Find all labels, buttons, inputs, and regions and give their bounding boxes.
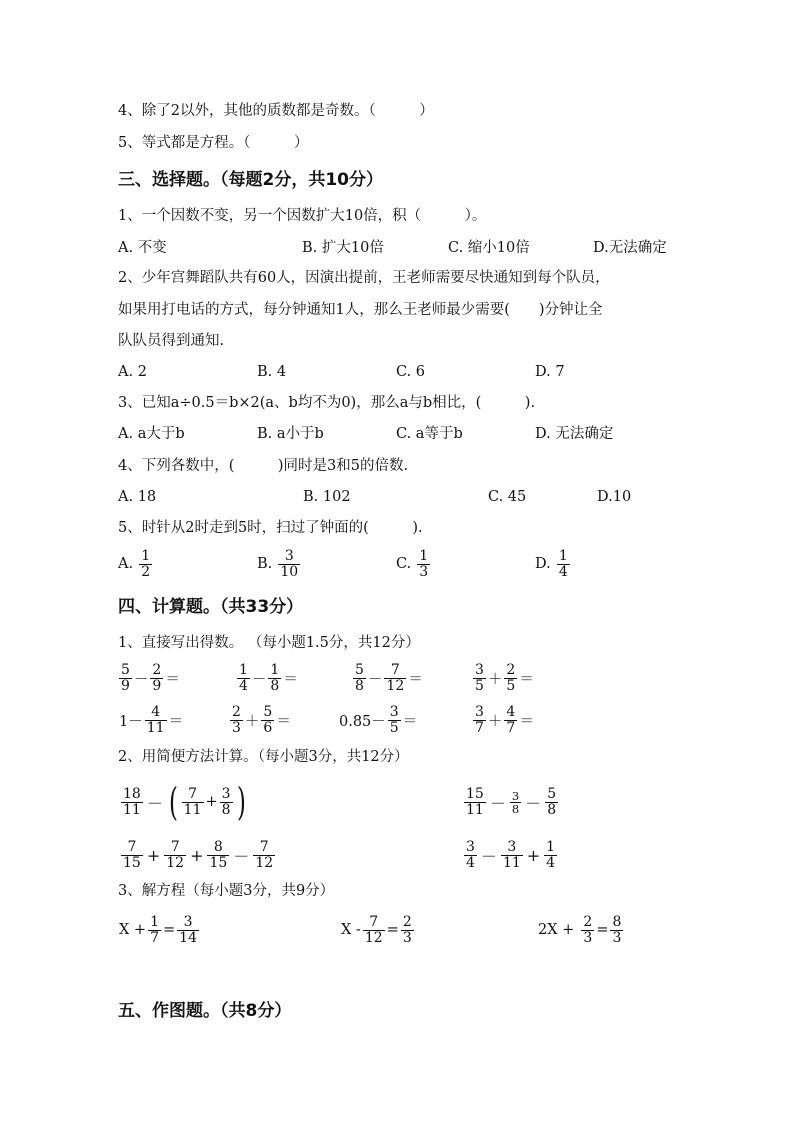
choice-q5-option-b	[257, 542, 301, 586]
fraction: $\frac{2}{3}$	[232, 703, 241, 736]
equation-3: 2X + $\frac{2}{3}$ = $\frac{8}{3}$	[538, 913, 622, 946]
fraction: $\frac{1}{4}$	[239, 661, 248, 694]
choice-q4-option-c: C. 45	[488, 489, 527, 505]
choice-question-4: 4、下列各数中，( )同时是3和5的倍数.	[118, 458, 409, 474]
fraction: $\frac{7}{12}$	[166, 838, 185, 871]
fraction: $\frac{7}{12}$	[364, 913, 383, 946]
oral-calc-2: $\frac{1}{4}$ － $\frac{1}{8}$ ＝	[239, 661, 298, 694]
choice-q4-option-d: D.10	[597, 489, 632, 505]
choice-question-2-line-3: 队队员得到通知.	[118, 333, 225, 349]
equation-2: X - $\frac{7}{12}$ = $\frac{2}{3}$	[341, 913, 412, 946]
section-3-title: 三、选择题。（每题2分，共10分）	[118, 170, 383, 190]
fraction: $\frac{3}{5}$	[475, 661, 484, 694]
fraction: $\frac{2}{9}$	[152, 661, 162, 694]
judge-question-5: 5、等式都是方程。（ ）	[118, 135, 309, 151]
choice-q2-option-a: A. 2	[118, 364, 147, 380]
option-label: B.	[257, 556, 273, 572]
fraction: $\frac{15}{11}$	[466, 785, 484, 818]
fraction: $\frac{7}{15}$	[123, 838, 141, 871]
fraction: $\frac{5}{6}$	[263, 703, 273, 736]
oral-calc-6: $\frac{2}{3}$ ＋ $\frac{5}{6}$ ＝	[232, 703, 291, 736]
choice-q1-option-c: C. 缩小10倍	[448, 240, 530, 256]
choice-q4-option-b: B. 102	[303, 489, 351, 505]
fraction: $\frac{3}{8}$	[221, 785, 231, 818]
choice-q1-option-d: D.无法确定	[593, 240, 667, 256]
fraction: $\frac{1}{4}$	[558, 547, 568, 580]
fraction: $\frac{1}{3}$	[419, 547, 429, 580]
fraction: $\frac{7}{12}$	[386, 661, 405, 694]
fraction: $\frac{3}{4}$	[466, 838, 475, 871]
equation-1: X + $\frac{1}{7}$ = $\frac{3}{14}$	[119, 913, 197, 946]
fraction: $\frac{18}{11}$	[123, 785, 141, 818]
fraction: $\frac{5}{8}$	[547, 785, 557, 818]
judge-question-4: 4、除了2以外，其他的质数都是奇数。（ ）	[118, 103, 434, 119]
oral-calc-3: $\frac{5}{8}$ － $\frac{7}{12}$ ＝	[355, 661, 423, 694]
choice-q5-option-a	[118, 542, 153, 586]
choice-question-3: 3、已知a÷0.5＝b×2(a、b均不为0)，那么a与b相比，( ).	[118, 395, 536, 411]
fraction: $\frac{8}{15}$	[209, 838, 228, 871]
choice-q2-option-d: D. 7	[535, 364, 565, 380]
choice-q5-option-d	[535, 542, 571, 586]
choice-q1-option-a: A. 不变	[118, 240, 167, 256]
section-5-title: 五、作图题。（共8分）	[118, 1001, 292, 1021]
oral-calc-1: $\frac{5}{9}$ － $\frac{2}{9}$ ＝	[121, 661, 180, 694]
choice-q3-option-c: C. a等于b	[396, 426, 463, 442]
choice-q2-option-b: B. 4	[257, 364, 287, 380]
choice-q3-option-b: B. a小于b	[257, 426, 324, 442]
fraction: $\frac{5}{8}$	[355, 661, 364, 694]
choice-q4-option-a: A. 18	[118, 489, 157, 505]
fraction: $\frac{3}{10}$	[280, 547, 299, 580]
fraction: $\frac{7}{12}$	[255, 838, 274, 871]
fraction: $\frac{1}{8}$	[270, 661, 280, 694]
fraction: $\frac{7}{11}$	[183, 785, 202, 818]
oral-calc-7: 0.85－ $\frac{3}{5}$ ＝	[339, 703, 418, 736]
choice-q5-option-c	[396, 542, 431, 586]
simplify-calc-4: $\frac{3}{4}$ － $\frac{3}{11}$ + $\frac{1}{4}$	[466, 838, 556, 871]
choice-question-2-line-2: 如果用打电话的方式，每分钟通知1人，那么王老师最少需要( )分钟让全	[118, 302, 603, 318]
fraction: $\frac{3}{8}$	[511, 788, 520, 816]
choice-q1-option-b: B. 扩大10倍	[302, 240, 384, 256]
choice-q2-option-c: C. 6	[396, 364, 426, 380]
fraction: $\frac{3}{7}$	[475, 703, 484, 736]
fraction: $\frac{8}{3}$	[612, 913, 622, 946]
option-label: A.	[118, 556, 134, 572]
option-label: C.	[396, 556, 412, 572]
fraction: $\frac{2}{3}$	[583, 913, 593, 946]
fraction: $\frac{3}{14}$	[179, 913, 197, 946]
calc-part-3-title: 3、解方程（每小题3分，共9分）	[118, 883, 335, 899]
fraction: $\frac{1}{7}$	[150, 913, 160, 946]
oral-calc-5: 1－ $\frac{4}{11}$ ＝	[119, 703, 184, 736]
fraction: $\frac{2}{5}$	[506, 661, 516, 694]
choice-question-5: 5、时针从2时走到5时，扫过了钟面的( ).	[118, 520, 423, 536]
fraction: $\frac{2}{3}$	[402, 913, 412, 946]
calc-part-2-title: 2、用简便方法计算。（每小题3分，共12分）	[118, 749, 409, 765]
fraction: $\frac{1}{2}$	[141, 547, 151, 580]
simplify-calc-1: $\frac{18}{11}$ － ( $\frac{7}{11}$ + $\frac{3}{8}$ )	[123, 780, 246, 824]
oral-calc-8: $\frac{3}{7}$ ＋ $\frac{4}{7}$ ＝	[475, 703, 534, 736]
choice-q3-option-d: D. 无法确定	[535, 426, 614, 442]
choice-question-2-line-1: 2、少年宫舞蹈队共有60人，因演出提前，王老师需要尽快通知到每个队员，	[118, 270, 610, 286]
fraction: $\frac{1}{4}$	[546, 838, 556, 871]
fraction: $\frac{3}{11}$	[502, 838, 521, 871]
choice-question-1: 1、一个因数不变，另一个因数扩大10倍，积（ ）。	[118, 208, 487, 224]
simplify-calc-2: $\frac{15}{11}$ － $\frac{3}{8}$ － $\frac{5}{8}$	[466, 785, 557, 818]
section-4-title: 四、计算题。（共33分）	[118, 597, 304, 617]
fraction: $\frac{3}{5}$	[389, 703, 399, 736]
fraction: $\frac{4}{11}$	[146, 703, 165, 736]
option-label: D.	[535, 556, 551, 572]
calc-part-1-title: 1、直接写出得数。 （每小题1.5分，共12分）	[118, 635, 420, 651]
oral-calc-4: $\frac{3}{5}$ ＋ $\frac{2}{5}$ ＝	[475, 661, 534, 694]
simplify-calc-3: $\frac{7}{15}$ + $\frac{7}{12}$ + $\frac{8}{15}$ － $\frac{7}{12}$	[123, 838, 274, 871]
choice-q3-option-a: A. a大于b	[118, 426, 185, 442]
fraction: $\frac{5}{9}$	[121, 661, 130, 694]
fraction: $\frac{4}{7}$	[506, 703, 516, 736]
